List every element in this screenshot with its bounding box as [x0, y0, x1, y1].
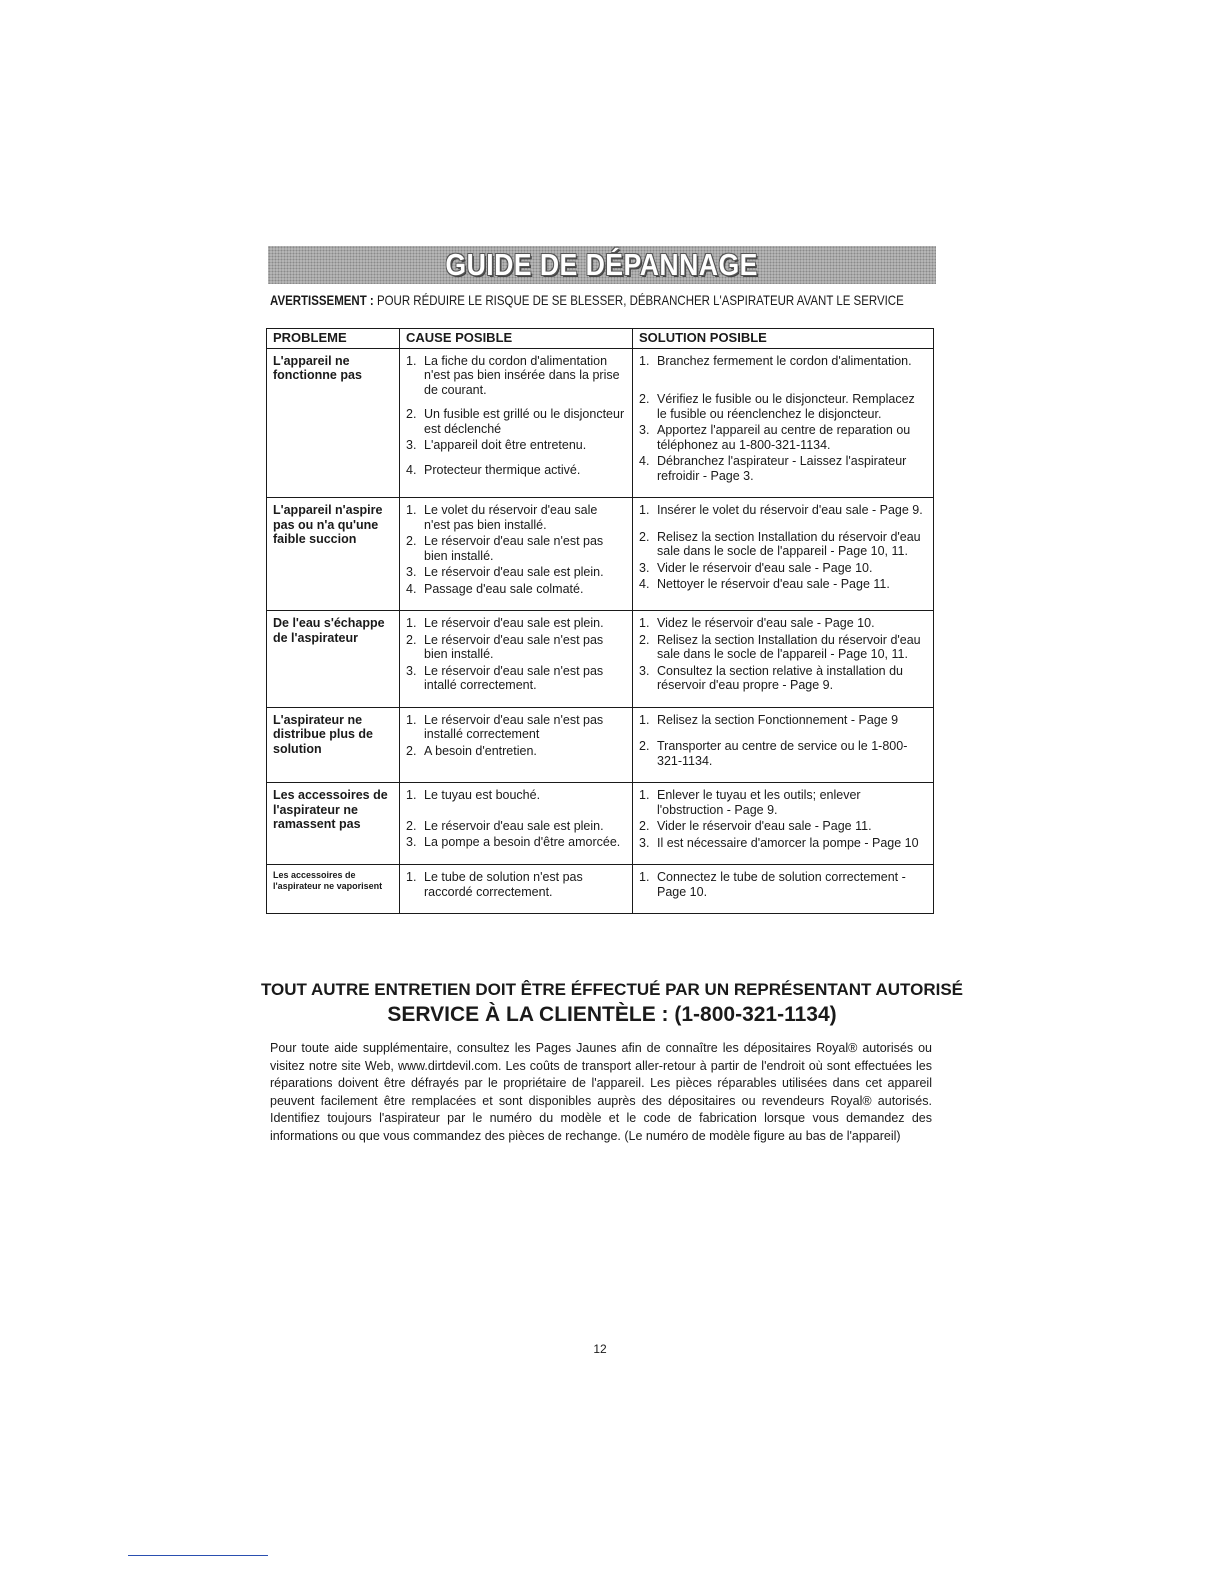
solution-text: Transporter au centre de service ou le 1-800-321-1134. — [657, 739, 908, 768]
cause-cell — [400, 348, 633, 498]
solution-text: Relisez la section Installation du réservoir d'eau sale dans le socle de l'appareil - Page 10, 11. — [657, 529, 921, 558]
header-problem: PROBLEME — [267, 329, 400, 349]
item-number: 1. — [639, 788, 650, 802]
solution-text: Enlever le tuyau et les outils; enlever l'obstruction - Page 9. — [657, 788, 861, 817]
item-number: 1. — [639, 353, 650, 368]
cause-text: Le réservoir d'eau sale n'est pas installé correctement — [424, 712, 604, 741]
item-number: 3. — [639, 835, 650, 850]
table-row — [267, 611, 934, 708]
solution-cell — [633, 498, 934, 611]
item-number: 2. — [406, 743, 417, 758]
item-number: 1. — [639, 503, 650, 517]
item-number: 3. — [406, 565, 417, 579]
problem-cell: Les accessoires de l'aspirateur ne vaporisent — [267, 865, 400, 914]
service-paragraph: Pour toute aide supplémentaire, consultez les Pages Jaunes afin de connaître les dépositaires Royal® autorisés ou visitez notre site Web, www.dirtdevil.com. Les coûts de transport aller-retour à partir de l'endroit où sont effectuées les réparations doivent être défrayés par le propriétaire de l'appareil. Les pièces réparables utilisées dans cet appareil peuvent facilement être remplacées et sont disponibles auprès des dépositaires ou revendeurs Royal® autorisés. Identifiez toujours l'aspirateur par le numéro du modèle et le code de fabrication lorsque vous demandez des informations ou que vous commandez des pièces de rechange. (Le numéro de modèle figure au bas de l'appareil) — [270, 1041, 932, 1143]
item-number: 1. — [639, 712, 650, 727]
item-number: 4. — [406, 462, 417, 477]
table-row — [267, 865, 934, 914]
table-header-row — [267, 329, 934, 349]
solution-cell — [633, 611, 934, 708]
problem-cell: Les accessoires de l'aspirateur ne ramassent pas — [267, 783, 400, 865]
cause-cell — [400, 707, 633, 783]
title-banner — [268, 246, 936, 284]
problem-cell: L'appareil ne fonctionne pas — [267, 348, 400, 498]
cause-text: Le réservoir d'eau sale est plein. — [424, 818, 604, 833]
cause-text: L'appareil doit être entretenu. — [424, 438, 587, 452]
solution-cell — [633, 783, 934, 865]
item-number: 4. — [406, 581, 417, 596]
cause-cell — [400, 783, 633, 865]
cause-text: Le réservoir d'eau sale est plein. — [424, 616, 604, 630]
solution-text: Vider le réservoir d'eau sale - Page 11. — [657, 819, 872, 833]
problem-cell: L'aspirateur ne distribue plus de solution — [267, 707, 400, 783]
item-number: 3. — [406, 438, 417, 452]
item-number: 1. — [406, 712, 417, 727]
item-number: 1. — [406, 870, 417, 884]
problem-cell: L'appareil n'aspire pas ou n'a qu'une faible succion — [267, 498, 400, 611]
cause-text: Un fusible est grillé ou le disjoncteur est déclenché — [424, 407, 625, 436]
cause-text: Le réservoir d'eau sale est plein. — [424, 565, 604, 579]
cause-cell — [400, 498, 633, 611]
solution-text: Débranchez l'aspirateur - Laissez l'aspirateur refroidir - Page 3. — [657, 454, 907, 483]
item-number: 1. — [406, 503, 417, 517]
item-number: 1. — [406, 788, 417, 802]
table-row — [267, 498, 934, 611]
cause-text: Le tuyau est bouché. — [424, 788, 541, 802]
item-number: 2. — [639, 392, 650, 406]
item-number: 1. — [639, 870, 650, 884]
problem-cell: De l'eau s'échappe de l'aspirateur — [267, 611, 400, 708]
item-number: 1. — [639, 616, 650, 630]
warning-text: POUR RÉDUIRE LE RISQUE DE SE BLESSER, DÉBRANCHER L'ASPIRATEUR AVANT LE SERVICE — [373, 292, 904, 308]
item-number: 3. — [639, 423, 650, 437]
item-number: 3. — [406, 663, 417, 678]
item-number: 2. — [406, 407, 417, 421]
cause-text: Protecteur thermique activé. — [424, 462, 581, 477]
footer-rule — [128, 1555, 268, 1556]
cause-text: Le volet du réservoir d'eau sale n'est pas bien installé. — [424, 503, 598, 532]
item-number: 3. — [639, 560, 650, 575]
solution-text: Relisez la section Installation du réservoir d'eau sale dans le socle de l'appareil - Page 10, 11. — [657, 632, 921, 661]
cause-text: A besoin d'entretien. — [424, 743, 537, 758]
table-row — [267, 348, 934, 498]
warning-line — [270, 292, 904, 308]
item-number: 1. — [406, 353, 417, 368]
item-number: 3. — [639, 663, 650, 678]
cause-text: La pompe a besoin d'être amorcée. — [424, 835, 621, 849]
warning-label: AVERTISSEMENT : — [270, 292, 374, 308]
item-number: 2. — [639, 739, 650, 753]
solution-text: Consultez la section relative à installation du réservoir d'eau propre - Page 9. — [657, 663, 903, 692]
page-title: GUIDE DE DÉPANNAGE — [445, 247, 759, 282]
customer-service-heading: SERVICE À LA CLIENTÈLE : (1-800-321-1134) — [387, 1003, 837, 1026]
service-notice: TOUT AUTRE ENTRETIEN DOIT ÊTRE ÉFFECTUÉ PAR UN REPRÉSENTANT AUTORISÉ — [260, 980, 964, 999]
item-number: 2. — [639, 632, 650, 647]
item-number: 2. — [406, 818, 417, 833]
table-row — [267, 707, 934, 783]
solution-cell — [633, 348, 934, 498]
cause-cell — [400, 865, 633, 914]
item-number: 1. — [406, 616, 417, 630]
item-number: 2. — [639, 529, 650, 544]
solution-text: Videz le réservoir d'eau sale - Page 10. — [657, 616, 875, 630]
solution-text: Branchez fermement le cordon d'alimentation. — [657, 353, 912, 368]
item-number: 2. — [406, 534, 417, 548]
solution-text: Vider le réservoir d'eau sale - Page 10. — [657, 560, 873, 575]
header-cause: CAUSE POSIBLE — [400, 329, 633, 349]
item-number: 3. — [406, 835, 417, 849]
cause-text: La fiche du cordon d'alimentation n'est pas bien insérée dans la prise de courant. — [424, 353, 620, 397]
solution-cell — [633, 707, 934, 783]
solution-text: Connectez le tube de solution correctement - Page 10. — [657, 870, 906, 899]
cause-text: Le réservoir d'eau sale n'est pas bien installé. — [424, 534, 604, 563]
cause-text: Le tube de solution n'est pas raccordé correctement. — [424, 870, 583, 899]
troubleshooting-table — [266, 328, 934, 914]
item-number: 2. — [639, 819, 650, 833]
solution-text: Il est nécessaire d'amorcer la pompe - Page 10 — [657, 835, 919, 850]
solution-text: Relisez la section Fonctionnement - Page 9 — [657, 712, 899, 727]
cause-cell — [400, 611, 633, 708]
page-number: 12 — [593, 1342, 607, 1356]
table-row — [267, 783, 934, 865]
item-number: 4. — [639, 577, 650, 591]
item-number: 4. — [639, 454, 650, 468]
solution-text: Nettoyer le réservoir d'eau sale - Page 11. — [657, 577, 890, 591]
item-number: 2. — [406, 632, 417, 647]
solution-text: Vérifiez le fusible ou le disjoncteur. Remplacez le fusible ou réenclenchez le disjoncteur. — [657, 392, 915, 421]
cause-text: Passage d'eau sale colmaté. — [424, 581, 584, 596]
cause-text: Le réservoir d'eau sale n'est pas bien installé. — [424, 632, 604, 661]
solution-text: Apportez l'appareil au centre de reparation ou téléphonez au 1-800-321-1134. — [657, 423, 911, 452]
solution-cell — [633, 865, 934, 914]
header-solution: SOLUTION POSIBLE — [633, 329, 934, 349]
cause-text: Le réservoir d'eau sale n'est pas intallé correctement. — [424, 663, 604, 692]
solution-text: Insérer le volet du réservoir d'eau sale - Page 9. — [657, 503, 923, 517]
